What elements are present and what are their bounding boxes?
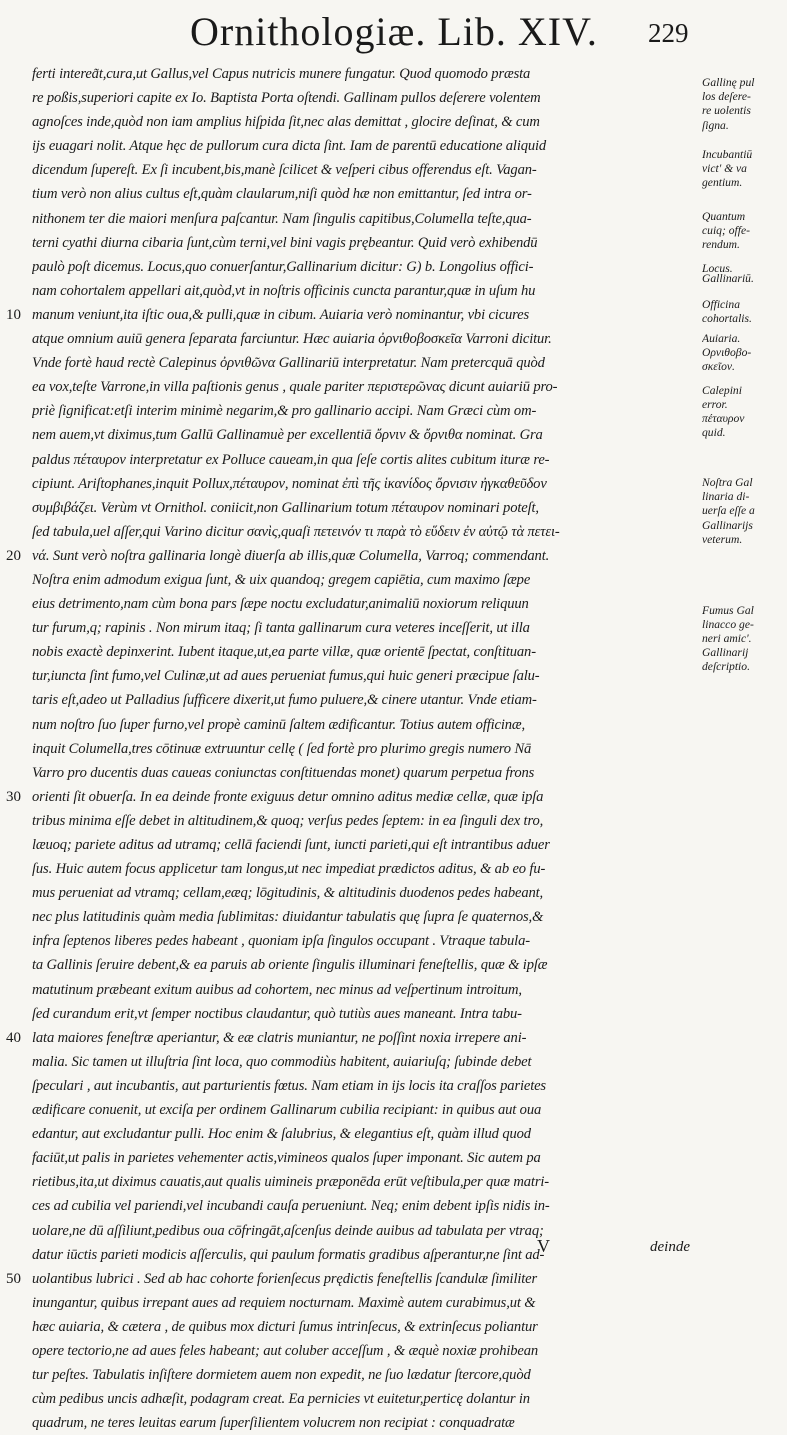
text-line: νά. Sunt verò noſtra gallinaria longè diuerſa ab illis,quæ Columella, Varroq; commendant. bbox=[32, 547, 550, 564]
text-line: cipiunt. Ariſtophanes,inquit Pollux,πέταυρον, nominat ἐπὶ τῆς ἱκανίδος ὄρνισιν ἠγκαθεῦδον bbox=[32, 475, 547, 492]
text-line: manum veniunt,ita iſtic oua,& pulli,quæ in cibum. Auiaria verò nominantur, vbi cicures bbox=[32, 306, 530, 323]
main-text-block bbox=[32, 62, 700, 1435]
marginal-note-line: re uolentis bbox=[702, 104, 751, 118]
text-line: Noſtra enim admodum exigua ſunt, & uix quandoq; gregem capiētia, cum maximo ſæpe bbox=[32, 571, 531, 588]
text-line: ſus. Huic autem focus applicetur tam longus,ut nec impediat prædictos aditus, & ab eo fu- bbox=[32, 861, 546, 878]
text-line: infra ſeptenos liberes pedes habeant , quoniam ipſa ſingulos occupant . Vtraque tabula- bbox=[32, 933, 530, 950]
text-line: ſpeculari , aut incubantis, aut parturientis fœtus. Nam etiam in ijs locis ita craſſos parietes bbox=[32, 1077, 546, 1094]
text-line: Varro pro ducentis duas caueas coniunctas conſtituendas monet) quarum perpetua frons bbox=[32, 764, 535, 781]
marginal-note-line: Calepini bbox=[702, 384, 742, 397]
text-line: ijs euagari nolit. Atque hęc de pullorum cura dicta ſint. Iam de parentū educatione aliquid bbox=[32, 138, 547, 155]
marginal-note-line: quid. bbox=[702, 426, 726, 440]
marginal-note-line: Quantum bbox=[702, 210, 746, 223]
text-line: συμβιβάζει. Verùm vt Ornithol. coniicit,non Gallinarium totum πέταυρον nominari poteſt, bbox=[32, 499, 539, 516]
marginal-note-line: Locus. bbox=[702, 262, 733, 275]
marginal-note-line: gentium. bbox=[702, 176, 743, 190]
marginal-note bbox=[702, 384, 786, 412]
text-line: ta Gallinis ſeruire debent,& ea paruis ab oriente ſingulis illuminari feneſtellis, quæ & ipſæ bbox=[32, 957, 548, 974]
text-line: nithonem ter die maiori menſura paſcantur. Nam ſingulis capitibus,Columella teſte,qua- bbox=[32, 210, 532, 227]
marginal-note-line: πέταυρον bbox=[702, 412, 745, 425]
marginal-note bbox=[702, 76, 786, 133]
marginal-note-line: cohortalis. bbox=[702, 312, 752, 326]
marginal-note-line: Gallinę pul bbox=[702, 76, 755, 89]
text-line: rietibus,ita,ut diximus cauatis,aut qualis uimineis præponēda erūt veſtibula,per quæ matri- bbox=[32, 1174, 549, 1191]
text-line: re poßis,superiori capite ex Io. Baptista Porta oſtendi. Gallinam pullos deſerere volentem bbox=[32, 90, 541, 107]
marginal-note-line: σκεῖον. bbox=[702, 360, 735, 374]
text-line: nem auem,vt diximus,tum Gallū Gallinamuè per excellentiā ὄρνιν & ὄρνιθα nominat. Gra bbox=[32, 427, 543, 444]
marginal-note-line: ſigna. bbox=[702, 118, 729, 132]
marginal-note-line: uerſa eſſe a bbox=[702, 504, 755, 518]
marginal-note-line: Gallinarijs bbox=[702, 518, 753, 532]
line-number: 40 bbox=[6, 1030, 21, 1046]
marginal-note-line: rendum. bbox=[702, 238, 740, 252]
line-number: 50 bbox=[6, 1271, 21, 1287]
text-line: mus perueniat ad vtramq; cellam,eæq; lōgitudinis, & altitudinis duodenos pedes habeant, bbox=[32, 885, 544, 902]
marginal-note bbox=[702, 272, 786, 286]
marginal-note-line: Incubantiū bbox=[702, 148, 753, 161]
marginal-note bbox=[702, 210, 786, 253]
text-line: tribus minima eſſe debet in altitudinem,& quoq; verſus pedes ſeptem: in ea ſinguli dex tro, bbox=[32, 812, 544, 829]
text-line: taris eſt,adeo ut Palladius ſufficere dixerit,ut fumo puluere,& cinere utantur. Vnde etiam- bbox=[32, 692, 537, 709]
text-line: inungantur, quibus irrepant aues ad requiem nocturnam. Maximè autem curabimus,ut & bbox=[32, 1294, 536, 1311]
text-line: priè ſignificat:etſi interim minimè negarim,& pro gallinario accipi. Nam Græci cùm om- bbox=[32, 403, 537, 420]
marginal-note-line: linaria di- bbox=[702, 490, 750, 504]
text-line: paldus πέταυρον interpretatur ex Polluce caueam,in qua ſeſe cortis alites cubitum ituræ re- bbox=[32, 451, 550, 468]
marginal-note bbox=[702, 332, 786, 346]
text-line: edantur, aut excludantur pulli. Hoc enim & ſalubrius, & elegantius eſt, quàm illud quod bbox=[32, 1126, 531, 1143]
marginal-note-line: error. bbox=[702, 398, 728, 412]
text-line: nam cohortalem appellari ait,quòd,vt in noſtris officinis cuncta parantur,quæ in uſum hu bbox=[32, 282, 536, 299]
text-line: cùm pedibus uncis adhæſit, podagram creat. Ea pernicies vt euitetur,perticę dolantur in bbox=[32, 1391, 530, 1408]
page-number: 229 bbox=[648, 18, 689, 48]
text-line: ædificare conuenit, ut exciſa per ordinem Gallinarum cubilia recipiant: in quibus aut oua bbox=[32, 1102, 542, 1119]
line-number: 10 bbox=[6, 307, 21, 323]
marginal-note-line: neri amic'. bbox=[702, 632, 752, 646]
text-line: num noſtro ſuo ſuper furno,vel propè caminū ſaltem ædificantur. Totius autem officinæ, bbox=[32, 716, 526, 733]
text-line: paulò poſt dicemus. Locus,quo conuerſantur,Gallinarium dicitur: G) b. Longolius offici- bbox=[32, 258, 534, 275]
marginal-note-line: Auiaria. bbox=[702, 332, 741, 345]
marginal-note-line: veterum. bbox=[702, 532, 743, 546]
marginal-note-line: cuiq; offe- bbox=[702, 224, 750, 238]
marginal-note bbox=[702, 298, 786, 326]
text-line: agnoſces inde,quòd non iam amplius hiſpida ſit,nec alas demittat , glocire deſinat, & cum bbox=[32, 114, 540, 131]
marginal-note-line: vict' & va bbox=[702, 162, 747, 176]
page-header bbox=[0, 8, 787, 56]
text-line: ea vox,teſte Varrone,in villa paſtionis genus , quale pariter περιστερῶνας dicunt auiariū pro- bbox=[32, 379, 558, 396]
text-line: tur,iuncta ſint fumo,vel Culinæ,ut ad aues perueniat fumus,qui huic generi præcipue ſalu- bbox=[32, 668, 540, 685]
signature-mark: V bbox=[537, 1236, 550, 1256]
text-line: lata maiores feneſtræ aperiantur, & eæ clatris muniantur, ne poſſint noxia irrepere ani- bbox=[32, 1029, 527, 1046]
text-line: nobis exactè depinxerint. Iubent itaque,ut,ea parte villæ, quæ orientē ſpectat, conſtituan- bbox=[32, 644, 536, 661]
marginal-note bbox=[702, 476, 786, 547]
text-line: læuoq; pariete aditus ad utramq; cellā faciendi ſunt, iuncti parieti,qui eſt intrantibus aduer bbox=[32, 837, 550, 853]
line-number: 20 bbox=[6, 548, 21, 564]
text-line: uolare,ne dū aſſiliunt,pedibus oua cōfringāt,aſcenſus deinde auibus ad tabulata per vtraq; bbox=[32, 1222, 544, 1239]
text-line: malia. Sic tamen ut illuſtria ſint loca, quo commodiùs habitent, auiariuſq; ſubinde debet bbox=[32, 1053, 532, 1070]
marginal-note bbox=[702, 346, 786, 374]
text-line: ces ad cubilia vel pariendi,vel incubandi cauſa perueniunt. Neq; enim debent ipſis nidis in- bbox=[32, 1198, 550, 1215]
text-line: tur furum,q; rapinis . Non mirum itaq; ſi tanta gallinarum cura veteres inceſſerit, ut illa bbox=[32, 620, 530, 637]
marginal-note bbox=[702, 148, 786, 191]
text-line: nec plus latitudinis quàm media ſublimitas: diuidantur tabulatis quę ſupra ſe quaternos,& bbox=[32, 909, 544, 926]
text-line: tur peſtes. Tabulatis inſiſtere dormietem auem non expedit, ne ſuo lædatur ſtercore,quòd bbox=[32, 1367, 531, 1384]
marginal-note bbox=[702, 646, 786, 674]
text-line: ferti interea͂t,cura,ut Gallus,vel Capus nutricis munere fungatur. Quod quomodo præsta bbox=[32, 66, 531, 82]
text-line: dicendum ſupereſt. Ex ſi incubent,bis,manè ſcilicet & veſperi cibus offerendus eſt. Vagan- bbox=[32, 162, 537, 179]
text-line: inquit Columella,tres cōtinuæ extruuntur cellę ( ſed fortè pro plurimo gregis numero Nā bbox=[32, 740, 532, 757]
marginal-note bbox=[702, 412, 786, 440]
text-line: quadrum, ne teres leuitas earum ſuperſilientem volucrem non recipiat : conquadratæ bbox=[32, 1415, 515, 1432]
marginal-note-line: deſcriptio. bbox=[702, 660, 750, 674]
text-line: matutinum præbeant exitum auibus ad cohortem, nec minus ad veſpertinum introitum, bbox=[32, 981, 522, 998]
marginal-note-line: Gallinariū. bbox=[702, 272, 754, 285]
text-line: ſed tabula,uel aſſer,qui Varino dicitur σανὶς,quaſi πετεινόν τι παρὰ τὸ εὕδειν ἐν αὐτῷ τὰ πετει- bbox=[32, 523, 560, 540]
text-line: faciūt,ut palis in parietes vehementer actis,vimineos qualos ſuper imponant. Sic autem pa bbox=[32, 1150, 541, 1167]
marginal-note-line: Fumus Gal bbox=[702, 604, 754, 617]
text-line: hæc auiaria, & cætera , de quibus mox dicturi ſumus intrinſecus, & extrinſecus poliantur bbox=[32, 1318, 538, 1335]
marginal-note-line: Noſtra Gal bbox=[702, 476, 753, 489]
marginal-note bbox=[702, 604, 786, 647]
text-line: datur iūctis parieti modicis aſſerculis, qui paulum formatis gradibus aſperantur,ne ſint ad- bbox=[32, 1246, 545, 1263]
text-line: uolantibus lubrici . Sed ab hac cohorte forienſecus prędictis feneſtellis ſcandulæ ſimiliter bbox=[32, 1270, 538, 1287]
marginal-note-line: Officina bbox=[702, 298, 740, 311]
text-line: Vnde fortè haud rectè Calepinus ὀρνιθῶνα Gallinariū interpretatur. Nam pretercquā quòd bbox=[32, 355, 545, 372]
running-title: Ornithologiæ. Lib. XIV. bbox=[190, 9, 598, 54]
marginal-note-line: linacco ge- bbox=[702, 618, 754, 632]
catchword: deinde bbox=[650, 1239, 690, 1255]
text-line: opere tectorio,ne ad aues feles habeant; aut coluber acceſſum , & æquè noxiæ prohibean bbox=[32, 1342, 539, 1359]
text-line: ſed curandum erit,vt ſemper noctibus claudantur, quò tutiùs aues maneant. Intra tabu- bbox=[32, 1005, 522, 1022]
marginal-note-line: Ορνιθοβο- bbox=[702, 346, 752, 359]
text-line: terni cyathi diurna cibaria ſunt,cùm terni,vel bini vagis prębeantur. Quid verò exhibendū bbox=[32, 234, 538, 251]
text-line: orienti ſit obuerſa. In ea deinde fronte exiguus detur omnino aditus mediæ cellæ, quæ ipſa bbox=[32, 788, 544, 805]
text-line: eius detrimento,nam cùm bona pars ſæpe noctu excludatur,animaliū noxiorum reliquun bbox=[32, 596, 529, 613]
text-line: atque omnium auiū genera ſeparata farciuntur. Hæc auiaria ὀρνιθοβοσκεῖα Varroni dicitur. bbox=[32, 331, 552, 348]
text-line: tium verò non alius cultus eſt,quàm claularum,niſi quòd hæ non emittantur, ſed intra or- bbox=[32, 186, 532, 203]
marginal-note-line: los deſere- bbox=[702, 90, 751, 104]
line-number: 30 bbox=[6, 789, 21, 805]
marginal-note-line: Gallinarij bbox=[702, 646, 749, 659]
